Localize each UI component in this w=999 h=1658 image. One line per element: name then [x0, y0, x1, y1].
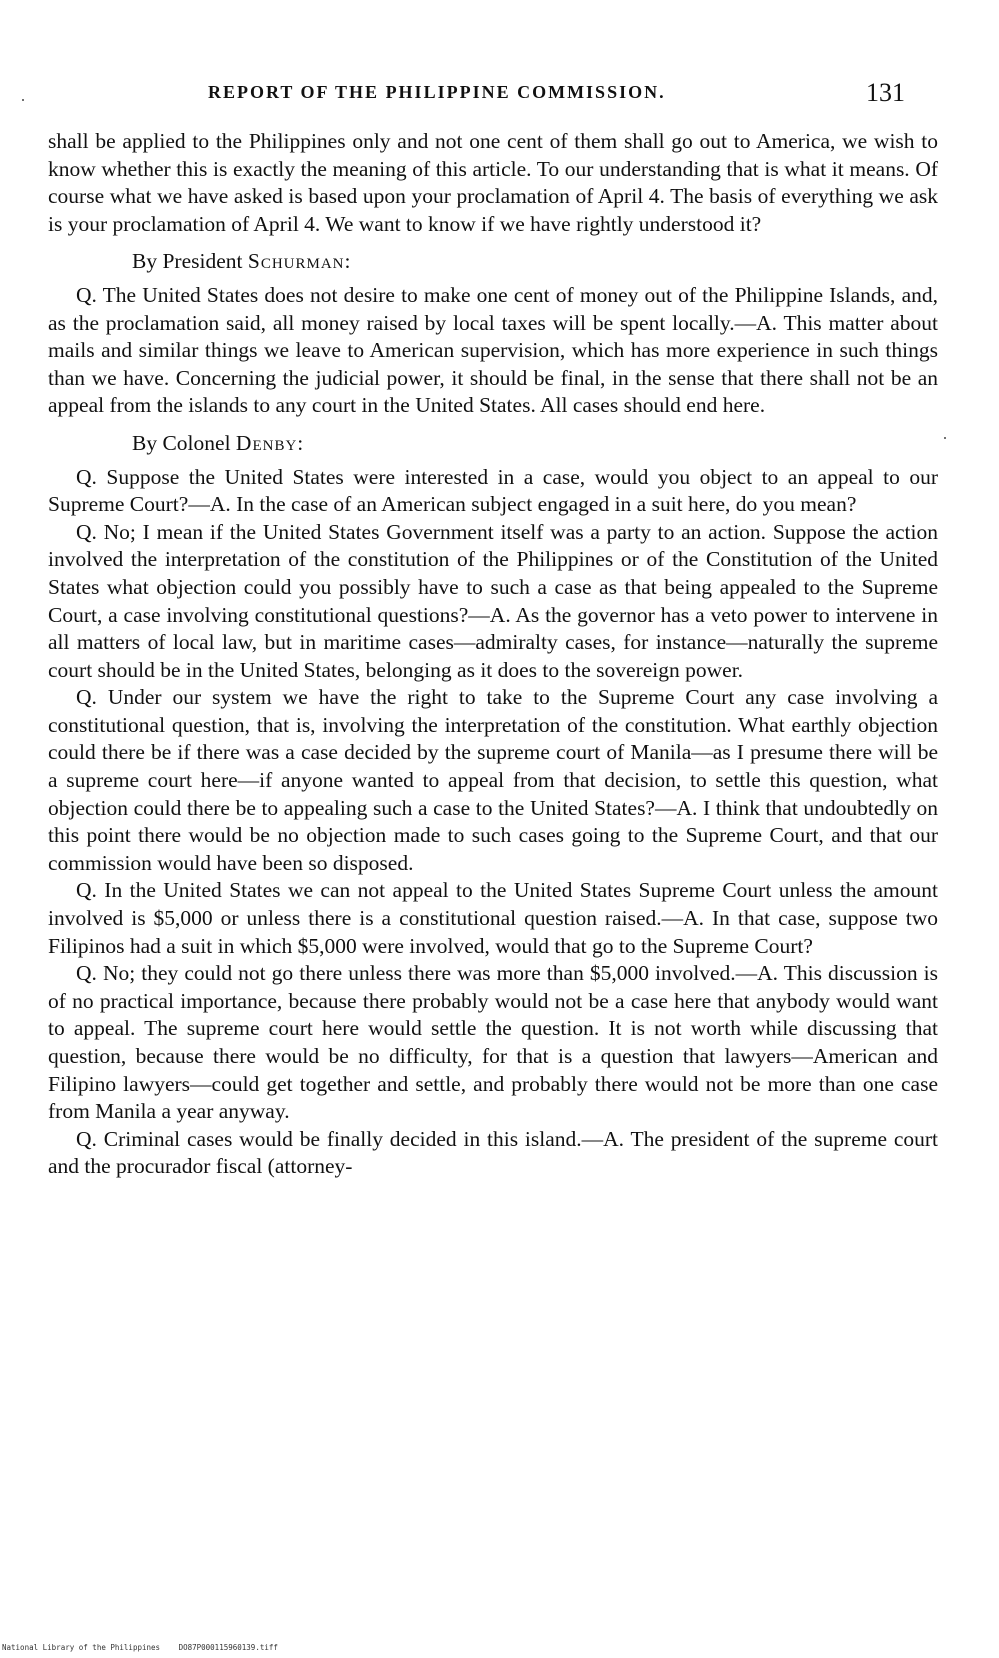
paragraph-question: Q. No; they could not go there unless there was more than $5,000 involved.—A. This discussion is of no practical importance, because there probably would not be a case here that anybody would want to appeal. The supreme court here would settle the question. It is not worth while discussing that question, because there would be no difficulty, for that is a question that lawyers—American and Filipino lawyers—could get together and settle, and probably there would not be more than one case from Manila a year anyway. [48, 961, 938, 1124]
speaker-heading-schurman [48, 248, 938, 276]
speaker-heading-denby [48, 430, 938, 458]
scan-speck [22, 99, 24, 101]
speaker-name: Schurman: [247, 249, 352, 274]
paragraph-question: Q. Under our system we have the right to take to the Supreme Court any case involving a constitutional question, that is, involving the interpretation of the constitution. What earthly objection could there be if there was a case decided by the supreme court of Manila—as I presume there will be a supreme court here—if anyone wanted to appeal from that decision, to settle this question, what objection could there be to appealing such a case to the United States?—A. I think that undoubtedly on this point there would be no objection made to such cases going to the Supreme Court, and that our commission would have been so disposed. [48, 685, 938, 875]
paragraph-continuation: shall be applied to the Philippines only and not one cent of them shall go out to America, we wish to know whether this is exactly the meaning of this article. To our understanding that is what it means. Of course what we have asked is based upon your proclamation of April 4. The basis of everything we ask is your proclamation of April 4. We want to know if we have rightly understood it? [48, 129, 938, 236]
paragraph-question: Q. Suppose the United States were interested in a case, would you object to an appeal to our Supreme Court?—A. In the case of an American subject engaged in a suit here, do you mean? [48, 464, 938, 517]
scan-footer [2, 1643, 278, 1652]
footer-file: DO87P000115960139.tiff [178, 1643, 278, 1652]
paragraph-question: Q. In the United States we can not appeal to the United States Supreme Court unless the amount involved is $5,000 or unless there is a constitutional question raised.—A. In that case, suppose two Filipinos had a suit in which $5,000 were involved, would that go to the Supreme Court? [48, 878, 938, 958]
footer-library: National Library of the Philippines [2, 1643, 161, 1652]
scan-speck [944, 437, 946, 439]
header-title: REPORT OF THE PHILIPPINE COMMISSION. [208, 82, 666, 102]
speaker-prefix: By Colonel [132, 430, 231, 455]
speaker-name: Denby: [235, 430, 305, 455]
page-number: 131 [866, 78, 905, 107]
paragraph-question: Q. No; I mean if the United States Government itself was a party to an action. Suppose the action involved the interpretation of the constitution of the Philippines or of the Constitution of the United States what objection could you possibly have to such a case as that being appealed to the Supreme Court, a case involving constitutional questions?—A. As the governor has a veto power to intervene in all matters of local law, but in maritime cases—admiralty cases, for instance—naturally the supreme court should be in the United States, belonging as it does to the sovereign power. [48, 519, 938, 682]
body-text [48, 128, 938, 1181]
paragraph-question: Q. The United States does not desire to make one cent of money out of the Philippine Islands, and, as the proclamation said, all money raised by local taxes will be spent locally.—A. This matter about mails and similar things we leave to American supervision, which has more experience in such things than we have. Concerning the judicial power, it should be final, in the sense that there shall not be an appeal from the islands to any court in the United States. All cases should end here. [48, 282, 938, 418]
running-header [0, 78, 999, 108]
speaker-prefix: By President [132, 249, 243, 274]
paragraph-question: Q. Criminal cases would be finally decided in this island.—A. The president of the supreme court and the procurador fiscal (attorney- [48, 1126, 938, 1179]
